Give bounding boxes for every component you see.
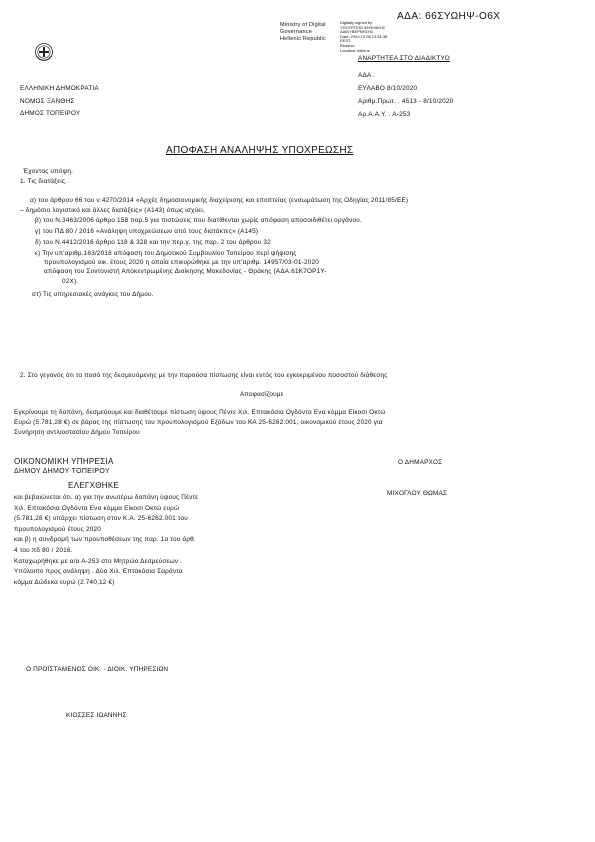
section-1-heading: 1. Τις διατάξεις. (20, 178, 68, 185)
section-2-text: 2. Στο γεγονός ότι το ποσό της δεσμευόμενης με την παρούσα πίστωσης είναι εντός του εγκεκριμένου ποσοστού διάθεσης (20, 372, 388, 379)
provision-b: β) του Ν.3463/2006 άρθρο 158 παρ.5 για πιστώσεις που διατίθενται χωρίς απόφαση αποσοιδιθέτει οργάνου. (35, 217, 362, 224)
approval-line2: Ευρώ (5.781,28 €) σε βάρος της πίστωσης του προυπολογισμού Εξόδων του ΚΑ 25-6262.001, οικονομικού έτους 2020 για (14, 419, 383, 426)
country-line: ΕΛΛΗΝΙΚΗ ΔΗΜΟΚΡΑΤΙΑ (20, 85, 99, 92)
provision-d: δ) του Ν.4412/2016 άρθρο 118 & 328 και την περ.γ. της παρ. 2 του άρθρου 32 (35, 239, 271, 246)
signature-org-line: Ministry of Digital (280, 22, 326, 28)
verification-line: (5.781,28 €) υπάρχει πίστωση στον Κ.Α. 25-6262.001 του (14, 515, 188, 523)
document-reference-block (358, 69, 453, 121)
provision-st: στ) Τις υπηρεσιακές ανάγκες του Δήμου. (32, 291, 154, 298)
decision-heading: Αποφασίζουμε (240, 391, 284, 398)
verification-line: Υπόλοιπο προς ανάληψη . Δύο Χιλ. Επτακόσια Σαράντα (14, 568, 183, 576)
date-reference: ΕΥΛΑΒΟ 8/10/2020 (358, 85, 418, 92)
protocol-number: Αριθμ.Πρωτ. . 4513 - 8/10/2020 (358, 98, 454, 105)
prefecture-line: ΝΟΜΟΣ ΞΑΝΘΗΣ (20, 97, 75, 105)
signature-cert-line: Digitally signed by (340, 20, 373, 25)
approval-line1: Εγκρίνουμε τη δαπάνη, δεσμεύουμε και διαθέτουμε πίστωση ύψους Πέντε Χιλ. Επτακόσια Ογδόντα Ενα κόμμα Είκοσι Οκτώ (14, 409, 386, 416)
head-of-services-title: Ο ΠΡΟΪΣΤΑΜΕΝΟΣ ΟΙΚ. - ΔΙΟΙΚ. ΥΠΗΡΕΣΙΩΝ (26, 666, 169, 673)
provision-e-line3: απόφαση του Συντονιστή Αποκεντρωμένης Διοίκησης Μακεδονίας - Θράκης (ΑΔΑ.61Κ7ΟΡ1Υ- (44, 268, 327, 275)
verification-line: κόμμα Δώδεκα ευρώ (2.740,12 €) (14, 578, 115, 586)
verification-line: 4 του πδ 80 / 2016. (14, 546, 73, 554)
verification-line: προυπολογισμού έτους 2020 (14, 525, 101, 533)
mayor-title: Ο ΔΗΜΑΡΧΟΣ (398, 459, 443, 466)
signature-org-line: Governance (280, 29, 312, 35)
provision-e-line1: ε) Την υπ'αριθμ.163/2018 απόφαση του Δημοτικού Συμβουλίου Τοπείρου περί ψήφισης (35, 250, 297, 257)
posting-notice: ΑΝΑΡΤΗΤΕΑ ΣΤΟ ΔΙΑΔΙΚΤΥΟ (358, 55, 450, 62)
page-title: ΑΠΟΦΑΣΗ ΑΝΑΛΗΨΗΣ ΥΠΟΧΡΕΩΣΗΣ (166, 145, 354, 156)
verification-line: και βεβαιώνεται ότι. α) για την ανωτέρω δαπάνη ύψους Πέντε (14, 494, 199, 501)
ada-label: ΑΔΑ: 66ΣΥΩΗΨ-Ο6Χ (397, 11, 501, 22)
provision-a-line2: – δημόσιο λογιστικό και άλλες διατάξεις» (Α143) όπως ισχύει, (20, 207, 205, 214)
financial-verification-text (14, 493, 198, 588)
signature-cert-line: EEST (340, 38, 351, 44)
aay-number: Αρ.Α.Α.Υ. . Α-253 (358, 111, 411, 118)
provision-c: γ) του ΠΔ 80 / 2016 «Ανάληψη υποχρεώσεων από τους διατάκτες» (Α145) (35, 228, 259, 235)
provision-e-line2: προυπολογισμού οικ. έτους 2020 η οποία επικυρώθηκε με την υπ'αριθμ. 14957/03-01-2020 (44, 259, 319, 266)
signature-org-line: Hellenic Republic (280, 36, 326, 42)
signature-org (280, 22, 326, 43)
checked-stamp: ΕΛΕΓΧΘΗΚΕ (68, 481, 120, 490)
verification-line: Καταχωρήθηκε με α/α Α-253 στο Μητρώο Δεσμεύσεων . (14, 557, 183, 565)
signature-cert-line: Date: 2020.10.08 13:51:38 (340, 33, 388, 39)
signature-certificate (340, 21, 387, 53)
provision-a-line1: α) του άρθρου 66 του ν.4270/2014 «Αρχές δημοσιονομικής διαχείρισης και εποπτείας (ενσωμάτωση της Οδηγίας 2011/85/ΕΕ) (30, 197, 409, 204)
signature-cert-line: ΥΠΟΥΡΓΕΙΟ ΨΗΦΙΑΚΗΣ (340, 24, 386, 30)
hellenic-republic-emblem (34, 42, 54, 62)
ada-reference: ΑΔΑ . (358, 72, 375, 79)
signature-cert-line: ΔΙΑΚΥΒΕΡΝΗΣΗΣ (340, 29, 374, 35)
signature-cert-line: Reason: (340, 42, 355, 48)
mayor-name: ΜΙΧΟΓΛΟΥ ΘΩΜΑΣ (387, 490, 448, 497)
provision-e-line4: 02Χ). (62, 278, 79, 285)
financial-service-title: ΟΙΚΟΝΟΜΙΚΗ ΥΠΗΡΕΣΙΑ (14, 457, 114, 466)
issuer-block (20, 83, 99, 121)
intro-text: Έχοντας υπόψη. (23, 168, 74, 175)
signature-cert-line: Location: Athens (340, 47, 370, 53)
verification-line: Χιλ. Επτακόσια Ογδόντα Ενα κόμμα Είκοσι Οκτώ ευρώ (14, 504, 180, 512)
verification-line: και β) η συνδρομή των προυποθέσεων της παρ. 1α του άρθ. (14, 536, 196, 544)
municipality-line: ΔΗΜΟΣ ΤΟΠΕΙΡΟΥ (20, 110, 81, 117)
head-of-services-name: ΚΙΟΣΣΕΣ ΙΩΑΝΝΗΣ (66, 712, 127, 719)
approval-line3: Συνήρηση αντλιοστασίου Δήμου Τοπείρου (14, 429, 140, 436)
financial-service-municipality: ΔΗΜΟΥ ΔΗΜΟΥ ΤΟΠΕΙΡΟΥ (14, 468, 110, 475)
